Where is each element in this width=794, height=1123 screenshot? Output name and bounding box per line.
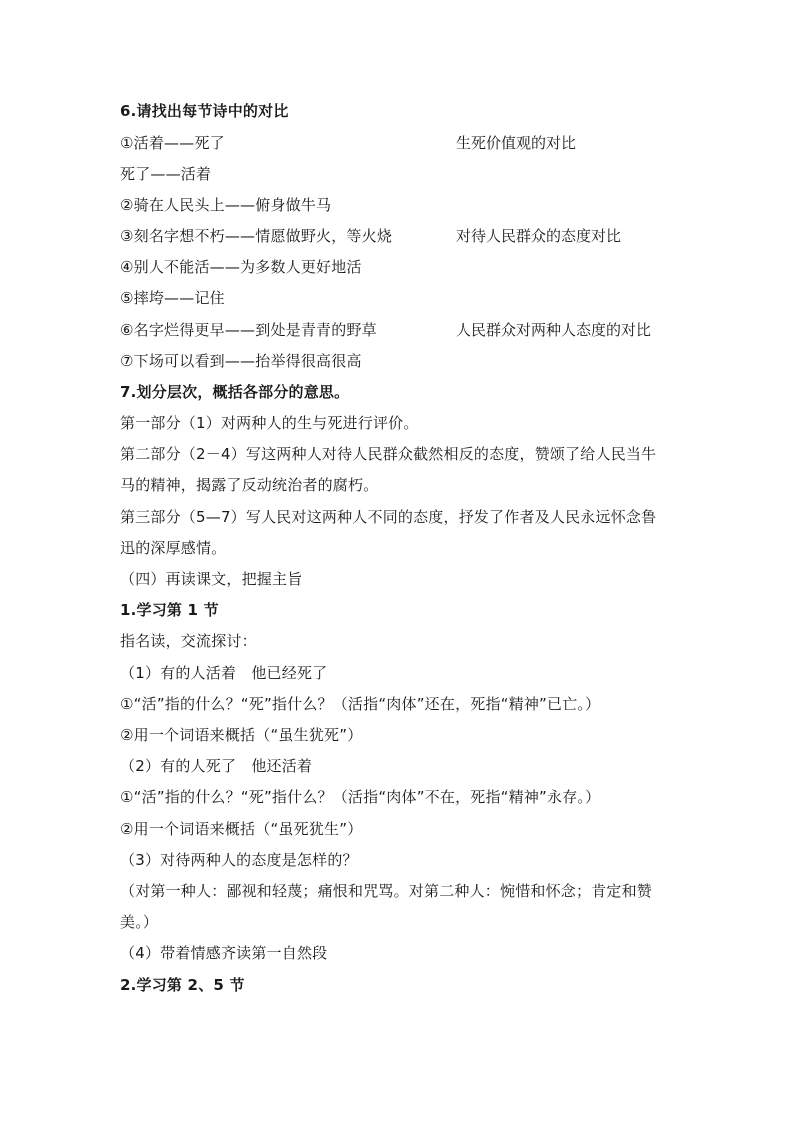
part1-text: 第一部分（1）对两种人的生与死进行评价。 [120, 414, 419, 432]
contrast-note-2: 对待人民群众的态度对比 [456, 227, 622, 245]
study2-heading: 2.学习第 2、5 节 [120, 976, 245, 994]
contrast-pair-5: ⑤摔垮——记住 [120, 289, 225, 307]
question-1: （1）有的人活着 他已经死了 [120, 664, 328, 682]
part3-text-line2: 迅的深厚感情。 [120, 539, 227, 557]
question-2: （2）有的人死了 他还活着 [120, 757, 313, 775]
study1-intro: 指名读，交流探讨： [120, 632, 257, 650]
question-3: （3）对待两种人的态度是怎样的？ [120, 851, 358, 869]
contrast-note-1: 生死价值观的对比 [456, 134, 577, 152]
part3-text-line1: 第三部分（5—7）写人民对这两种人不同的态度，抒发了作者及人民永远怀念鲁 [120, 508, 657, 526]
section6-heading: 6.请找出每节诗中的对比 [120, 102, 289, 120]
question-2-answer-a: ①“活”指的什么？“死”指什么？（活指“肉体”不在，死指“精神”永存。） [120, 788, 601, 806]
section4-heading: （四）再读课文，把握主旨 [120, 570, 303, 588]
question-1-answer-a: ①“活”指的什么？“死”指什么？（活指“肉体”还在，死指“精神”已亡。） [120, 695, 601, 713]
part2-text-line1: 第二部分（2－4）写这两种人对待人民群众截然相反的态度，赞颂了给人民当牛 [120, 445, 657, 463]
contrast-pair-7: ⑦下场可以看到——抬举得很高很高 [120, 352, 362, 370]
question-3-answer-line1: （对第一种人：鄙视和轻蔑；痛恨和咒骂。对第二种人：惋惜和怀念；肯定和赞 [120, 882, 653, 900]
contrast-pair-4: ④别人不能活——为多数人更好地活 [120, 258, 362, 276]
study1-heading: 1.学习第 1 节 [120, 601, 219, 619]
part2-text-line2: 马的精神，揭露了反动统治者的腐朽。 [120, 476, 379, 494]
contrast-note-3: 人民群众对两种人态度的对比 [456, 321, 652, 339]
contrast-pair-6: ⑥名字烂得更早——到处是青青的野草 [120, 321, 377, 339]
contrast-pair-2: ②骑在人民头上——俯身做牛马 [120, 196, 332, 214]
contrast-pair-3: ③刻名字想不朽——情愿做野火，等火烧 [120, 227, 393, 245]
contrast-pair-1: ①活着——死了 [120, 134, 225, 152]
contrast-pair-1b: 死了——活着 [120, 165, 212, 183]
section7-heading: 7.划分层次，概括各部分的意思。 [120, 383, 350, 401]
question-3-answer-line2: 美。） [120, 913, 159, 931]
question-4: （4）带着情感齐读第一自然段 [120, 944, 328, 962]
question-1-answer-b: ②用一个词语来概括（“虽生犹死”） [120, 726, 363, 744]
question-2-answer-b: ②用一个词语来概括（“虽死犹生”） [120, 820, 363, 838]
